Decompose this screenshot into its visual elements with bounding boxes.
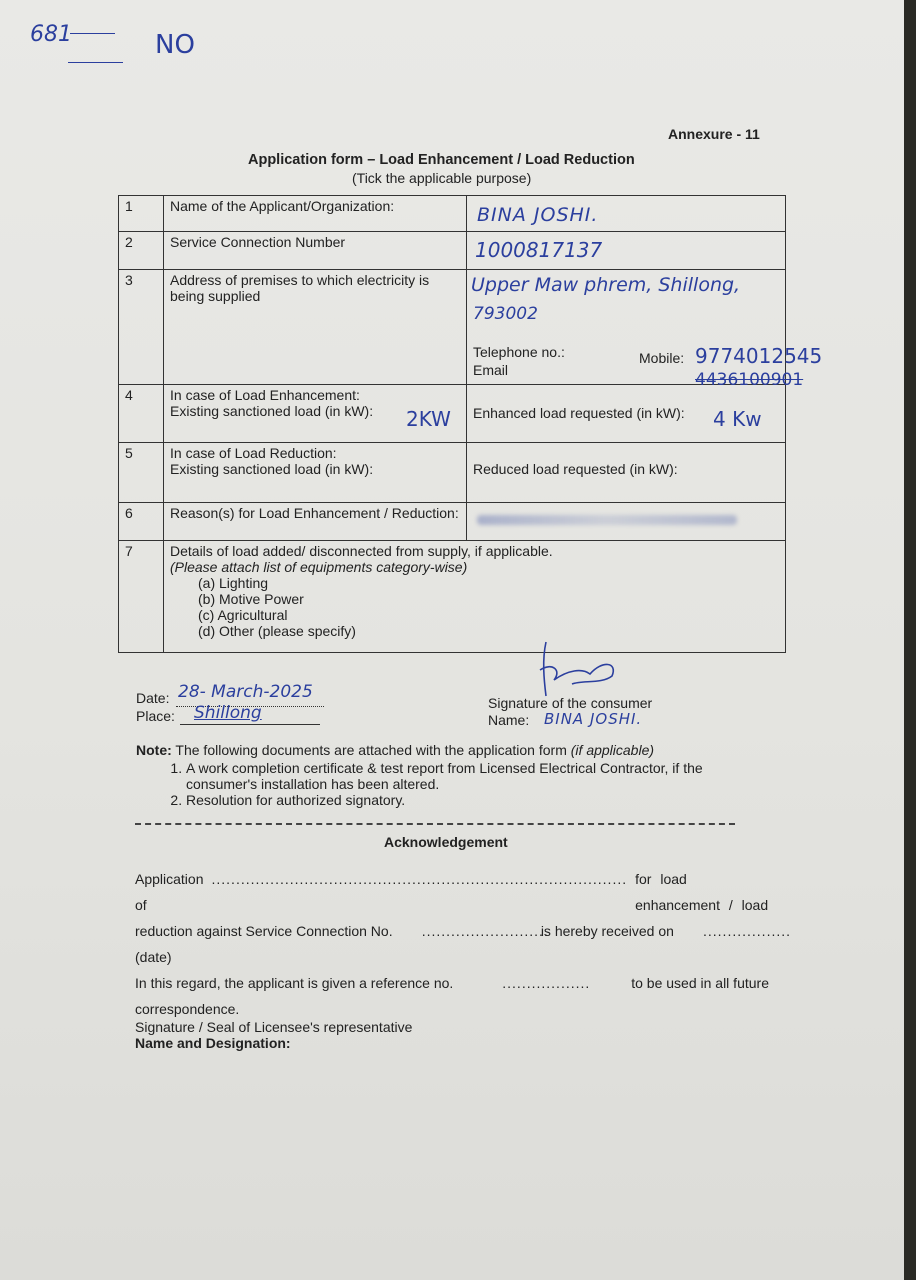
row-number: 1 — [119, 196, 164, 232]
table-row — [119, 196, 786, 232]
service-number-cell — [467, 232, 786, 270]
row-number: 5 — [119, 443, 164, 503]
list-item: 2. Resolution for authorized signatory. — [186, 792, 776, 808]
ack-text: is hereby received on — [540, 923, 674, 939]
list-item: (d) Other (please specify) — [198, 623, 356, 639]
note-text-italic: (if applicable) — [570, 742, 655, 758]
row-number: 7 — [119, 541, 164, 653]
mobile-value: 9774012545 — [695, 344, 823, 368]
ack-line-3: (date) — [135, 949, 172, 965]
row-label: Service Connection Number — [164, 232, 467, 270]
ack-text: to be used in all future — [631, 975, 769, 991]
application-form-table — [118, 195, 823, 653]
row-label: Details of load added/ disconnected from supply, if applicable. — [170, 543, 553, 559]
load-reduction-cell — [164, 443, 467, 503]
ack-dots: .......................... — [421, 923, 549, 939]
row-number: 6 — [119, 503, 164, 541]
ack-line-5: correspondence. — [135, 1001, 240, 1017]
ack-line-1 — [135, 866, 769, 918]
place-underline — [180, 724, 320, 725]
table-row — [119, 232, 786, 270]
ack-dots: .................. — [502, 975, 591, 991]
signature-label: Signature of the consumer — [488, 695, 653, 711]
load-enhancement-cell — [164, 385, 467, 443]
table-row — [119, 541, 786, 653]
date-label: Date: — [136, 690, 170, 706]
applicant-name-value: BINA JOSHI. — [477, 204, 599, 226]
row-label: Address of premises to which electricity is being supplied — [164, 270, 467, 385]
table-row — [119, 385, 786, 443]
note-heading — [136, 742, 776, 758]
email-value: 4436100901 — [695, 370, 804, 390]
acknowledgement-body — [135, 866, 792, 1022]
applicant-name-cell — [467, 196, 786, 232]
handwritten-no: NO — [155, 30, 195, 60]
form-subtitle: (Tick the applicable purpose) — [352, 170, 532, 186]
place-value: Shillong — [194, 703, 262, 723]
list-item: (b) Motive Power — [198, 591, 304, 607]
table-row — [119, 270, 786, 385]
row-number: 4 — [119, 385, 164, 443]
place-label: Place: — [136, 708, 175, 724]
ack-dots: ..................................................................................... — [211, 871, 628, 887]
consumer-name-value: BINA JOSHI. — [544, 710, 643, 728]
name-label: Name: — [488, 712, 530, 728]
enhanced-load-label: Enhanced load requested (in kW): — [473, 405, 685, 421]
handwritten-dash-line — [70, 33, 115, 34]
list-item: (c) Agricultural — [198, 607, 288, 623]
handwritten-note-number: 681 — [30, 22, 72, 47]
row-label: Name of the Applicant/Organization: — [164, 196, 467, 232]
row-label: Reason(s) for Load Enhancement / Reduction: — [164, 503, 467, 541]
address-line-1: Upper Maw phrem, Shillong, — [471, 274, 741, 296]
reduced-load-cell — [467, 443, 786, 503]
enhanced-load-value: 4 Kw — [713, 407, 762, 431]
licensee-signature-label: Signature / Seal of Licensee's representative — [135, 1019, 413, 1035]
ack-text: for load enhancement / load — [635, 871, 769, 913]
row-number: 2 — [119, 232, 164, 270]
name-designation-label: Name and Designation: — [135, 1035, 291, 1051]
existing-load-label: Existing sanctioned load (in kW): — [170, 461, 374, 477]
email-label: Email — [473, 362, 509, 378]
row-sublabel: (Please attach list of equipments category-wise) — [170, 559, 468, 575]
acknowledgement-title: Acknowledgement — [384, 834, 508, 850]
list-item: 1. A work completion certificate & test report from Licensed Electrical Contractor, if the consumer's installation has been altered. — [186, 760, 776, 792]
ack-text: reduction against Service Connection No. — [135, 923, 393, 939]
ack-text: In this regard, the applicant is given a reference no. — [135, 975, 454, 991]
divider — [135, 823, 735, 825]
address-cell — [467, 270, 823, 390]
signature-scribble — [532, 640, 632, 700]
table-row — [119, 443, 786, 503]
date-value: 28- March-2025 — [178, 682, 313, 702]
ack-dots: .................. — [703, 923, 792, 939]
existing-load-value: 2KW — [406, 407, 451, 431]
reason-cell — [467, 503, 786, 541]
service-number-value: 1000817137 — [475, 238, 603, 262]
address-line-2: 793002 — [473, 304, 538, 324]
row-label: In case of Load Enhancement: — [170, 387, 360, 403]
row-number: 3 — [119, 270, 164, 385]
handwritten-dash-line-2 — [68, 62, 123, 63]
note-label: Note: — [136, 742, 172, 758]
ack-line-2 — [135, 918, 792, 944]
existing-load-label: Existing sanctioned load (in kW): — [170, 403, 374, 419]
ack-line-4 — [135, 970, 769, 996]
row-label: In case of Load Reduction: — [170, 445, 337, 461]
reduced-load-label: Reduced load requested (in kW): — [473, 461, 678, 477]
enhanced-load-cell — [467, 385, 786, 443]
note-section — [136, 742, 776, 808]
telephone-label: Telephone no.: — [473, 344, 565, 360]
mobile-label: Mobile: — [639, 350, 685, 366]
blurred-scribble — [477, 515, 737, 525]
note-text: The following documents are attached with the application form — [175, 742, 567, 758]
form-title: Application form – Load Enhancement / Load Reduction — [248, 152, 635, 168]
ack-text: Application of — [135, 871, 204, 913]
list-item: (a) Lighting — [198, 575, 269, 591]
note-list — [136, 760, 776, 808]
annexure-label: Annexure - 11 — [668, 126, 760, 142]
table-row — [119, 503, 786, 541]
load-details-cell — [164, 541, 786, 653]
